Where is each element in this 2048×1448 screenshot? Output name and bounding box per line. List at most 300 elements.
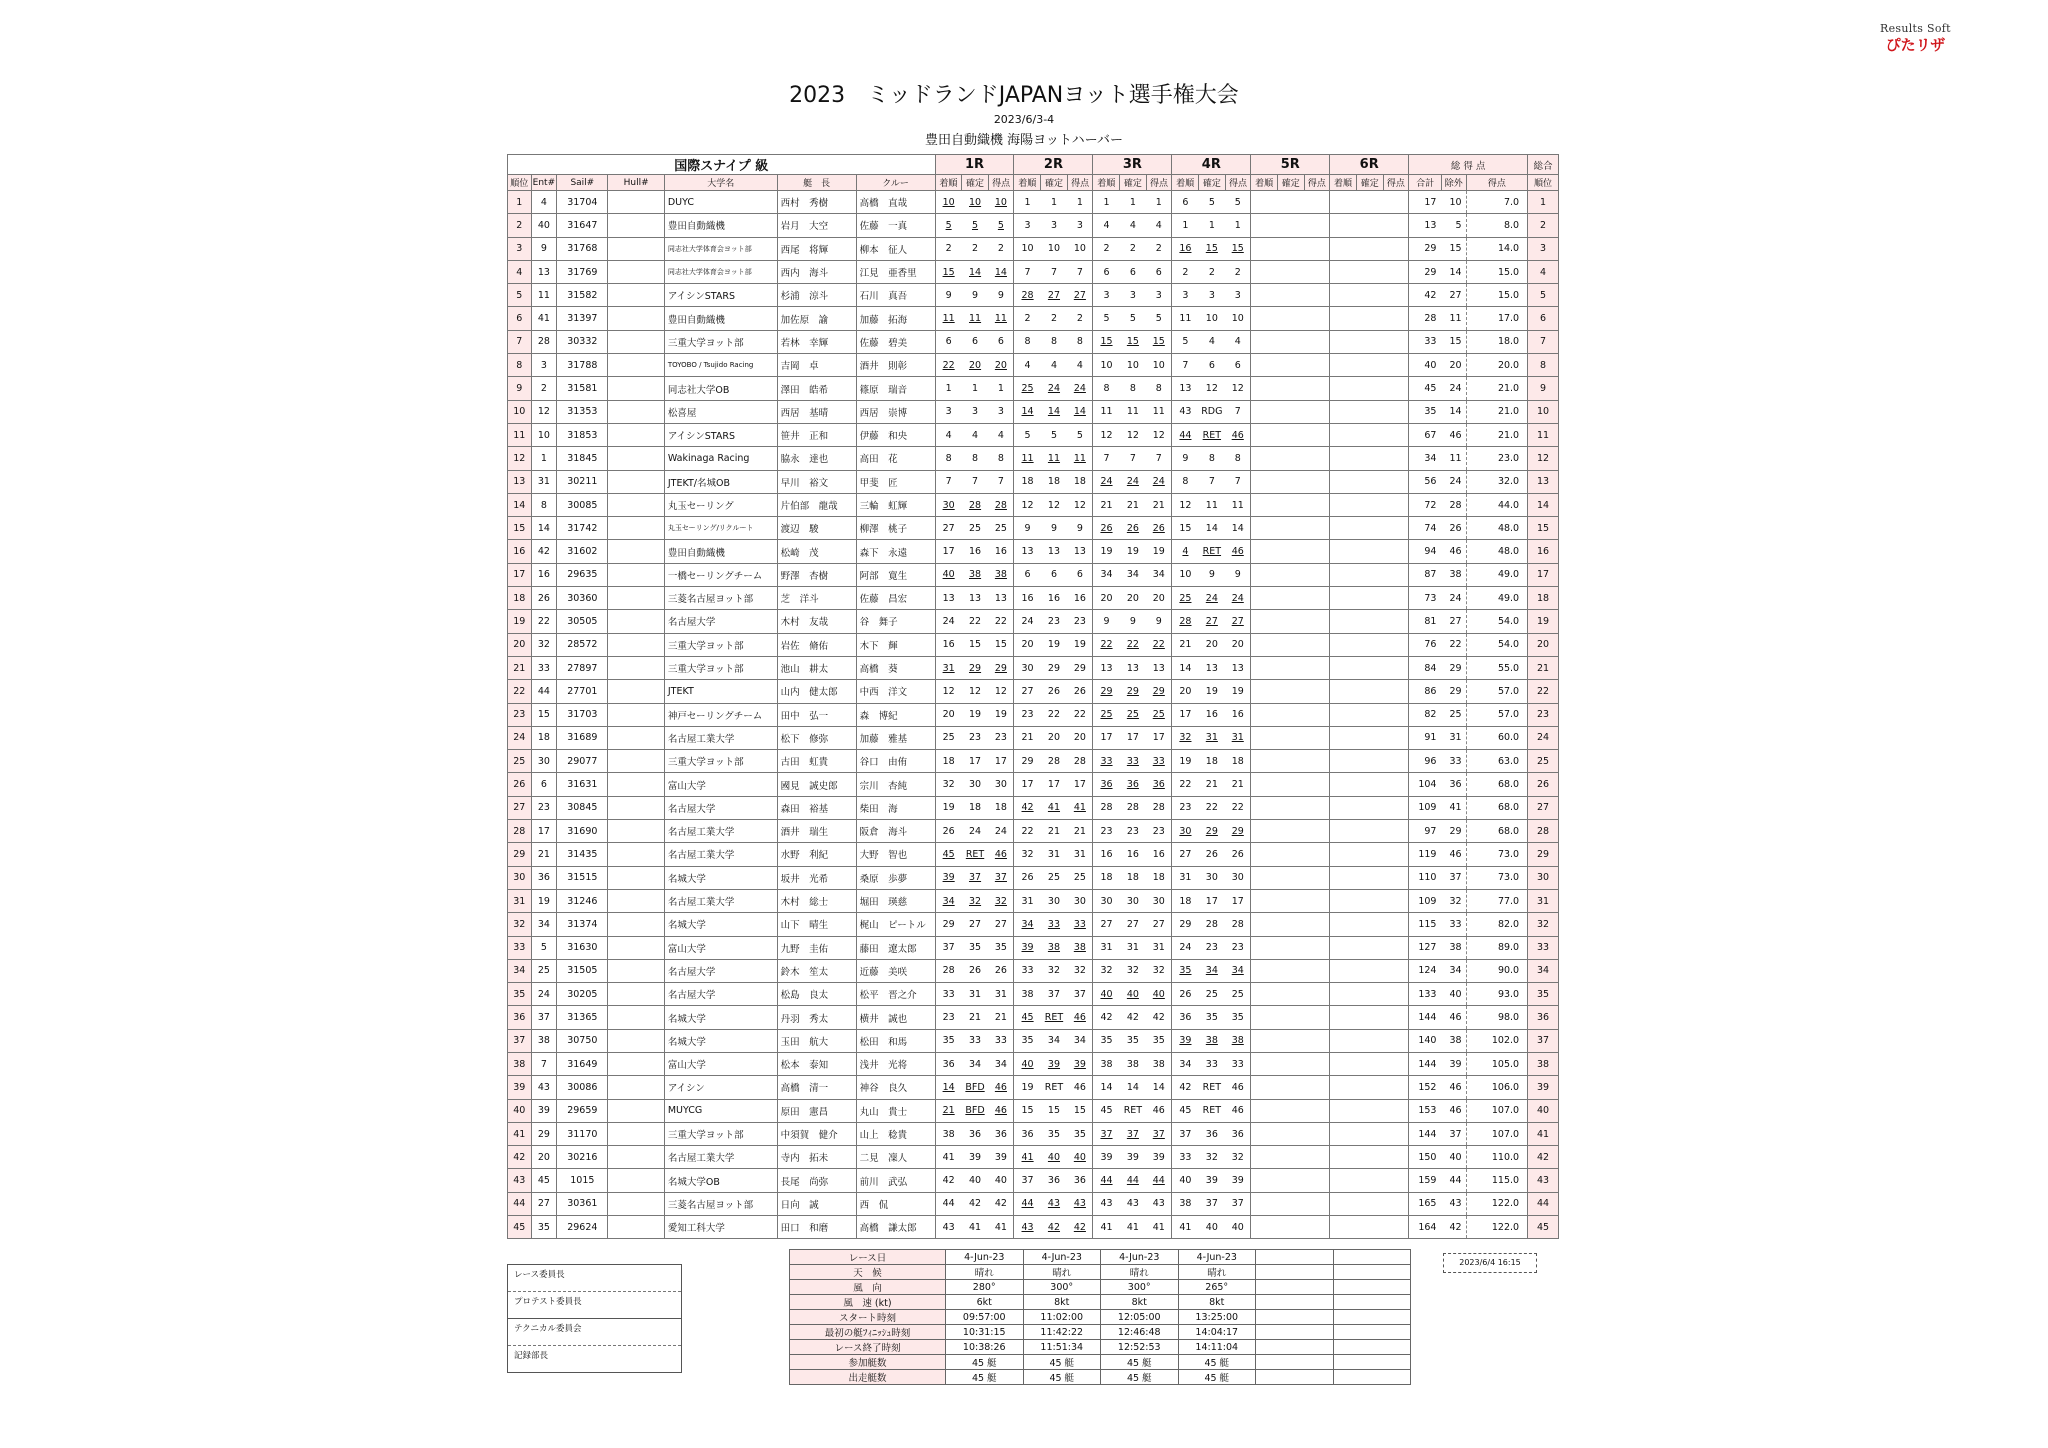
finish-value: 26 [1100,522,1113,534]
col-score: 得点 [1383,175,1409,191]
points-cell: 23.0 [1466,447,1528,470]
finish-value: 20 [1179,685,1192,697]
finish-cell [1093,540,1120,563]
confirmed-cell [1199,1076,1226,1099]
confirmed-cell [1356,1169,1383,1192]
finish-value: 13 [1179,383,1192,395]
excluded-cell: 28 [1441,493,1466,516]
crew-cell: 江見 亜香里 [856,260,935,283]
finish-cell [1014,889,1041,912]
score-cell [988,354,1014,377]
score-cell [1383,1076,1409,1099]
finish-cell [1093,843,1120,866]
confirmed-value: 29 [1047,662,1061,674]
finish-value: 2 [1024,313,1031,325]
confirmed-value: 12 [1047,499,1061,511]
points-cell: 14.0 [1466,237,1528,260]
finish-cell [1251,843,1278,866]
position-cell: 15 [508,517,532,540]
hull-number-cell [608,936,664,959]
crew-cell: 佐藤 昌宏 [856,587,935,610]
position-cell: 35 [508,983,532,1006]
finish-value: 5 [1024,429,1031,441]
score-value: 16 [1073,592,1086,604]
finish-cell [1330,889,1357,912]
score-value: 22 [994,615,1007,627]
finish-cell [1251,820,1278,843]
sail-number-cell: 30211 [557,470,608,493]
skipper-cell: 森田 裕基 [777,796,856,819]
score-cell [1225,750,1251,773]
hull-number-cell [608,423,664,446]
university-cell: MUYCG [664,1099,777,1122]
confirmed-cell [1277,214,1304,237]
finish-value: 32 [1100,965,1113,977]
confirmed-cell [1277,400,1304,423]
finish-cell [1014,587,1041,610]
finish-cell [1093,773,1120,796]
confirmed-value: 12 [1126,429,1139,441]
finish-cell [1172,1146,1199,1169]
finish-cell [1093,260,1120,283]
finish-value: 29 [1100,685,1113,697]
crew-cell: 松田 和馬 [856,1029,935,1052]
finish-cell [1172,796,1199,819]
finish-cell [1172,237,1199,260]
finish-cell [1093,633,1120,656]
table-row [508,703,1559,726]
university-cell: 名古屋工業大学 [664,1146,777,1169]
score-cell [1304,447,1330,470]
confirmed-cell [1199,1216,1226,1239]
entry-cell: 34 [531,913,557,936]
score-value: 46 [1231,546,1244,558]
score-cell [1146,820,1172,843]
points-cell: 68.0 [1466,773,1528,796]
finish-cell [1251,447,1278,470]
finish-cell [1093,1029,1120,1052]
score-value: 23 [994,732,1007,744]
score-value: 7 [1234,406,1241,418]
score-cell [1146,400,1172,423]
finish-cell [1330,470,1357,493]
finish-value: 17 [1021,779,1034,791]
score-value: 27 [1152,918,1165,930]
confirmed-cell [1356,680,1383,703]
finish-value: 16 [1100,848,1113,860]
confirmed-value: RET [1202,429,1222,441]
score-value: 37 [1231,1198,1244,1210]
confirmed-cell [1199,423,1226,446]
score-cell [1225,1076,1251,1099]
score-cell [988,820,1014,843]
finish-value: 8 [1103,383,1110,395]
confirmed-value: 9 [972,289,979,301]
finish-value: 25 [1100,709,1113,721]
finish-cell [935,400,962,423]
confirmed-cell [1356,377,1383,400]
score-value: 8 [997,452,1004,464]
finish-cell [1172,726,1199,749]
finish-cell [1330,936,1357,959]
score-value: 11 [1152,406,1165,418]
confirmed-value: 5 [1050,429,1057,441]
confirmed-cell [962,773,989,796]
sail-number-cell: 31647 [557,214,608,237]
finish-cell [1014,610,1041,633]
position-cell: 37 [508,1029,532,1052]
overall-cell: 17 [1528,563,1559,586]
score-value: 22 [1231,802,1244,814]
score-value: 33 [1231,1058,1244,1070]
finish-value: 22 [1100,639,1113,651]
confirmed-cell [1041,470,1068,493]
finish-value: 11 [1021,452,1034,464]
confirmed-value: 8 [1208,452,1215,464]
score-cell [988,703,1014,726]
confirmed-cell [1041,1122,1068,1145]
finish-value: 15 [1021,1105,1034,1117]
conditions-value: 09:57:00 [946,1310,1024,1325]
conditions-label: スタート時刻 [790,1310,946,1325]
score-cell [1383,237,1409,260]
score-value: 4 [1234,336,1241,348]
score-cell [1383,540,1409,563]
confirmed-value: 43 [1047,1198,1061,1210]
confirmed-value: 31 [968,988,982,1000]
confirmed-cell [1120,191,1147,214]
score-cell [1383,517,1409,540]
hull-number-cell [608,284,664,307]
score-cell [1304,470,1330,493]
confirmed-cell [1199,237,1226,260]
finish-value: 6 [1182,196,1189,208]
score-cell [988,214,1014,237]
confirmed-cell [1199,610,1226,633]
university-cell: 富山大学 [664,773,777,796]
university-cell: 愛知工科大学 [664,1216,777,1239]
hull-number-cell [608,1169,664,1192]
overall-cell: 21 [1528,656,1559,679]
conditions-value: 12:46:48 [1101,1325,1179,1340]
conditions-row [790,1370,1411,1385]
finish-value: 7 [1024,266,1031,278]
sail-number-cell: 31582 [557,284,608,307]
score-cell [1225,1029,1251,1052]
score-value: 26 [994,965,1007,977]
finish-cell [1330,1099,1357,1122]
score-cell [1304,1169,1330,1192]
university-cell: 同志社大学OB [664,377,777,400]
sail-number-cell: 31631 [557,773,608,796]
entry-cell: 23 [531,796,557,819]
score-cell [1146,843,1172,866]
finish-cell [1093,400,1120,423]
score-cell [1146,191,1172,214]
conditions-value [1333,1250,1411,1265]
table-row [508,330,1559,353]
confirmed-cell [1199,1006,1226,1029]
skipper-cell: 池山 耕太 [777,656,856,679]
score-cell [1304,843,1330,866]
confirmed-value: RET [1202,1081,1222,1093]
university-cell: アイシンSTARS [664,423,777,446]
overall-cell: 34 [1528,959,1559,982]
score-cell [1225,191,1251,214]
crew-cell: 丸山 貴士 [856,1099,935,1122]
position-cell: 42 [508,1146,532,1169]
score-cell [1225,470,1251,493]
total-cell: 28 [1409,307,1442,330]
finish-cell [935,913,962,936]
conditions-value [1333,1340,1411,1355]
confirmed-cell [1120,1192,1147,1215]
score-cell [1146,983,1172,1006]
finish-cell [1330,400,1357,423]
col-score: 得点 [1304,175,1330,191]
finish-value: 37 [1100,1128,1113,1140]
finish-value: 18 [1021,476,1034,488]
finish-value: 10 [1021,243,1034,255]
finish-value: 2 [945,243,952,255]
table-row [508,913,1559,936]
finish-value: 15 [942,266,955,278]
overall-cell: 9 [1528,377,1559,400]
score-value: 36 [1231,1128,1244,1140]
score-cell [1304,1029,1330,1052]
score-cell [1304,284,1330,307]
confirmed-cell [1199,959,1226,982]
score-cell [1383,191,1409,214]
score-value: 36 [994,1128,1007,1140]
finish-value: 45 [1100,1105,1113,1117]
score-cell [1067,680,1093,703]
score-value: 5 [1155,313,1162,325]
score-cell [1383,959,1409,982]
finish-value: 3 [1182,289,1189,301]
confirmed-value: BFD [965,1081,985,1093]
excluded-cell: 46 [1441,1099,1466,1122]
col-finish: 着順 [1330,175,1357,191]
university-cell: 三菱名古屋ヨット部 [664,1192,777,1215]
score-cell [988,1076,1014,1099]
score-value: 19 [994,709,1007,721]
hull-number-cell [608,866,664,889]
sail-number-cell: 30845 [557,796,608,819]
score-cell [1067,517,1093,540]
confirmed-cell [1277,1169,1304,1192]
skipper-cell: 日向 誠 [777,1192,856,1215]
entry-cell: 9 [531,237,557,260]
position-cell: 39 [508,1076,532,1099]
position-cell: 20 [508,633,532,656]
conditions-row [790,1265,1411,1280]
results-soft-logo [1880,22,1951,55]
table-row [508,1052,1559,1075]
entry-cell: 38 [531,1029,557,1052]
finish-value: 9 [1024,522,1031,534]
score-cell [1225,1216,1251,1239]
finish-cell [935,470,962,493]
confirmed-cell [1356,587,1383,610]
score-value: 9 [1155,615,1162,627]
score-cell [988,260,1014,283]
finish-cell [935,1216,962,1239]
score-cell [988,726,1014,749]
conditions-value: 13:25:00 [1178,1310,1256,1325]
score-cell [1304,1099,1330,1122]
finish-value: 36 [1021,1128,1034,1140]
score-value: 40 [994,1175,1007,1187]
score-cell [1304,540,1330,563]
points-cell: 107.0 [1466,1122,1528,1145]
confirmed-value: 25 [968,522,982,534]
sail-number-cell: 30085 [557,493,608,516]
score-cell [1146,517,1172,540]
score-cell [1146,284,1172,307]
hull-number-cell [608,1216,664,1239]
finish-cell [935,959,962,982]
finish-value: 8 [1182,476,1189,488]
score-cell [1304,913,1330,936]
score-cell [988,423,1014,446]
finish-cell [1330,540,1357,563]
sail-number-cell: 31690 [557,820,608,843]
table-row [508,773,1559,796]
position-cell: 34 [508,959,532,982]
finish-cell [1014,1076,1041,1099]
confirmed-cell [1041,633,1068,656]
confirmed-value: 5 [972,219,979,231]
hull-number-cell [608,959,664,982]
finish-value: 27 [942,522,955,534]
finish-value: 5 [1103,313,1110,325]
total-cell: 81 [1409,610,1442,633]
university-cell: 名城大学OB [664,1169,777,1192]
hull-number-cell [608,563,664,586]
score-cell [1383,284,1409,307]
crew-cell: 佐藤 碧美 [856,330,935,353]
confirmed-cell [1277,889,1304,912]
score-value: 24 [1073,383,1086,395]
finish-value: 40 [1179,1175,1192,1187]
total-cell: 109 [1409,796,1442,819]
score-value: 20 [1152,592,1165,604]
score-cell [1146,936,1172,959]
finish-cell [1093,330,1120,353]
overall-cell: 36 [1528,1006,1559,1029]
score-value: 36 [1073,1175,1086,1187]
score-value: 46 [1231,1105,1244,1117]
finish-cell [1014,633,1041,656]
points-cell: 68.0 [1466,820,1528,843]
score-value: 42 [1152,1012,1165,1024]
finish-value: 45 [942,848,955,860]
finish-cell [1093,796,1120,819]
confirmed-value: RDG [1201,406,1223,418]
hull-number-cell [608,983,664,1006]
finish-cell [1172,610,1199,633]
score-value: 13 [1073,546,1086,558]
score-value: 8 [1076,336,1083,348]
confirmed-cell [1356,493,1383,516]
score-cell [1225,656,1251,679]
finish-value: 2 [1103,243,1110,255]
confirmed-value: 18 [1126,872,1139,884]
table-row [508,377,1559,400]
score-value: 44 [1152,1175,1165,1187]
confirmed-cell [1356,1052,1383,1075]
finish-value: 20 [942,709,955,721]
score-cell [1383,726,1409,749]
university-cell: JTEKT/名城OB [664,470,777,493]
score-value: 29 [1152,685,1165,697]
finish-cell [1251,1029,1278,1052]
score-value: 37 [1073,988,1086,1000]
finish-value: 13 [942,592,955,604]
score-cell [1146,260,1172,283]
finish-cell [1093,750,1120,773]
crew-cell: 桑原 歩夢 [856,866,935,889]
score-value: 21 [1073,825,1086,837]
confirmed-cell [1356,1146,1383,1169]
confirmed-cell [1356,330,1383,353]
confirmed-value: BFD [965,1105,985,1117]
finish-cell [1330,656,1357,679]
finish-value: 12 [1179,499,1192,511]
confirmed-value: 3 [1050,219,1057,231]
confirmed-cell [1356,820,1383,843]
confirmed-cell [1120,563,1147,586]
confirmed-cell [962,820,989,843]
finish-cell [935,284,962,307]
confirmed-value: 36 [1126,779,1139,791]
points-cell: 63.0 [1466,750,1528,773]
confirmed-cell [1199,470,1226,493]
entry-cell: 33 [531,656,557,679]
table-row [508,1146,1559,1169]
confirmed-value: 17 [968,755,982,767]
confirmed-cell [962,1052,989,1075]
sail-number-cell: 31853 [557,423,608,446]
finish-value: 4 [1182,546,1189,558]
overall-cell: 19 [1528,610,1559,633]
finish-cell [1093,680,1120,703]
finish-cell [1330,680,1357,703]
table-row [508,214,1559,237]
score-cell [1383,1122,1409,1145]
score-cell [1067,726,1093,749]
score-cell [1067,1052,1093,1075]
total-cell: 165 [1409,1192,1442,1215]
hull-number-cell [608,587,664,610]
confirmed-cell [1199,1192,1226,1215]
sail-number-cell: 31845 [557,447,608,470]
finish-value: 22 [942,359,955,371]
confirmed-value: 11 [1047,452,1061,464]
hull-number-cell [608,540,664,563]
score-value: 22 [1073,709,1086,721]
position-cell: 2 [508,214,532,237]
sail-number-cell: 1015 [557,1169,608,1192]
score-value: 3 [1076,219,1083,231]
finish-value: 18 [1100,872,1113,884]
crew-cell: 前川 武弘 [856,1169,935,1192]
confirmed-cell [1041,843,1068,866]
score-cell [1067,633,1093,656]
conditions-value [1333,1280,1411,1295]
finish-cell [1093,191,1120,214]
